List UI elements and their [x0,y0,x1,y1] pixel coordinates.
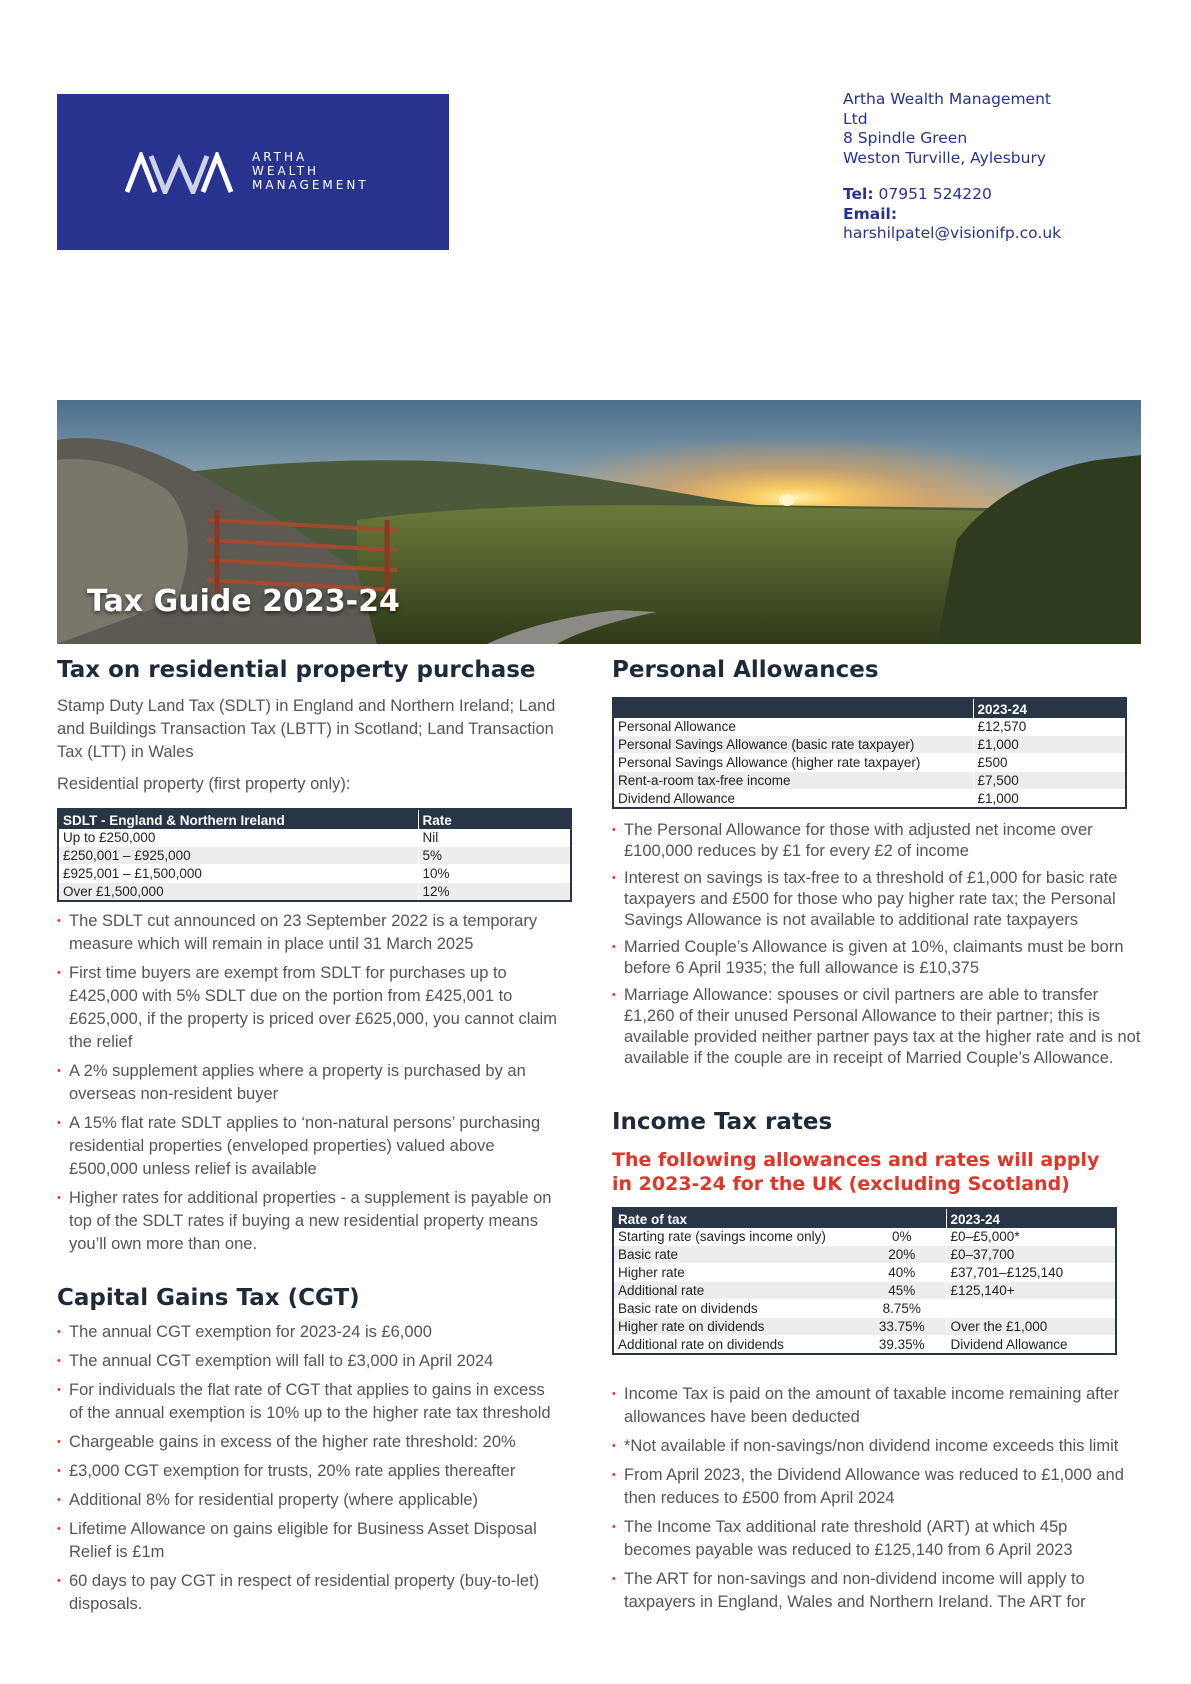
personal-allowances-heading: Personal Allowances [612,657,879,683]
table-cell: Starting rate (savings income only) [613,1228,858,1246]
table-cell: Personal Allowance [613,718,973,736]
logo-line-wealth: WEALTH [252,164,320,178]
table-cell: 45% [858,1282,946,1300]
table-cell: £0–£5,000* [946,1228,1116,1246]
table-cell: Over the £1,000 [946,1318,1116,1336]
list-item: • The annual CGT exemption will fall to £3,000 in April 2024 [57,1350,557,1373]
table-cell: 5% [418,847,571,865]
tel-label: Tel: [843,185,874,203]
table-row [58,829,571,847]
list-item: • The Income Tax additional rate threshold (ART) at which 45p becomes payable was reduced to £125,140 from 6 April 2023 [612,1516,1132,1562]
column-header: Rate of tax [613,1208,858,1228]
table-row [613,1246,1116,1264]
company-logo [57,94,449,250]
table-cell: Personal Savings Allowance (higher rate taxpayer) [613,754,973,772]
table-cell: £250,001 – £925,000 [58,847,418,865]
list-item: • Marriage Allowance: spouses or civil partners are able to transfer £1,260 of their unused Personal Allowance to their partner; this is available provided neither partner pays tax at the higher rate and is not available if the couple are in receipt of Married Couple’s Allowance. [612,985,1142,1069]
column-header: 2023-24 [973,698,1126,718]
table-cell: Over £1,500,000 [58,883,418,902]
table-cell: £0–37,700 [946,1246,1116,1264]
table-cell: 40% [858,1264,946,1282]
company-name-line2: Ltd [843,109,868,128]
list-item: • Income Tax is paid on the amount of taxable income remaining after allowances have been deducted [612,1383,1132,1429]
sdlt-bullet-list [57,910,567,1262]
list-item: • First time buyers are exempt from SDLT for purchases up to £425,000 with 5% SDLT due on the portion from £425,001 to £625,000, if the property is priced over £625,000, you cannot claim the relief [57,962,567,1054]
table-row [613,718,1126,736]
table-cell: 12% [418,883,571,902]
contact-block [843,90,1143,244]
table-row [58,865,571,883]
income-tax-rates-table [612,1207,1117,1355]
list-item: • *Not available if non-savings/non dividend income exceeds this limit [612,1435,1132,1458]
table-row [613,790,1126,809]
personal-allowances-table [612,697,1127,809]
table-cell: £12,570 [973,718,1126,736]
table-cell: £1,000 [973,736,1126,754]
table-header-row [613,698,1126,718]
hero-banner [57,400,1141,644]
income-tax-subheading: The following allowances and rates will apply in 2023-24 for the UK (excluding Scotland) [612,1149,1100,1195]
table-cell: Additional rate [613,1282,858,1300]
telephone-line [843,185,1143,205]
column-header: 2023-24 [946,1208,1116,1228]
sdlt-intro: Stamp Duty Land Tax (SDLT) in England and Northern Ireland; Land and Buildings Transaction Tax (LBTT) in Scotland; Land Transaction Tax (LTT) in Wales [57,697,556,761]
table-cell: Dividend Allowance [946,1336,1116,1355]
table-row [58,883,571,902]
table-row [613,754,1126,772]
column-header: Rate [418,809,571,829]
list-item: • From April 2023, the Dividend Allowance was reduced to £1,000 and then reduces to £500 from April 2024 [612,1464,1132,1510]
table-cell: Basic rate on dividends [613,1300,858,1318]
logo-line-management: MANAGEMENT [252,178,369,192]
column-header: SDLT - England & Northern Ireland [58,809,418,829]
table-cell: £1,000 [973,790,1126,809]
sdlt-heading: Tax on residential property purchase [57,657,536,683]
table-cell: 8.75% [858,1300,946,1318]
list-item: • A 15% flat rate SDLT applies to ‘non-natural persons’ purchasing residential properties (enveloped properties) valued above £500,000 unless relief is available [57,1112,567,1181]
table-cell: Higher rate [613,1264,858,1282]
sdlt-rates-table [57,808,572,902]
table-cell: 39.35% [858,1336,946,1355]
list-item: • Lifetime Allowance on gains eligible for Business Asset Disposal Relief is £1m [57,1518,557,1564]
list-item: • A 2% supplement applies where a property is purchased by an overseas non-resident buyer [57,1060,567,1106]
list-item: • 60 days to pay CGT in respect of residential property (buy-to-let) disposals. [57,1570,557,1616]
table-cell: Up to £250,000 [58,829,418,847]
table-cell: £925,001 – £1,500,000 [58,865,418,883]
list-item: • For individuals the flat rate of CGT that applies to gains in excess of the annual exemption is 10% up to the higher rate tax threshold [57,1379,557,1425]
table-cell: Rent-a-room tax-free income [613,772,973,790]
table-row [613,1228,1116,1246]
table-row [613,1300,1116,1318]
table-cell: £125,140+ [946,1282,1116,1300]
table-cell: Additional rate on dividends [613,1336,858,1355]
table-row [613,736,1126,754]
table-header-row [613,1208,1116,1228]
table-cell: Basic rate [613,1246,858,1264]
table-cell: Higher rate on dividends [613,1318,858,1336]
table-row [613,772,1126,790]
list-item: • The SDLT cut announced on 23 September 2022 is a temporary measure which will remain in place until 31 March 2025 [57,910,567,956]
address-line1: 8 Spindle Green [843,129,968,147]
table-row [58,847,571,865]
list-item: • £3,000 CGT exemption for trusts, 20% rate applies thereafter [57,1460,557,1483]
table-cell: 10% [418,865,571,883]
cgt-bullet-list [57,1321,557,1622]
column-header [858,1208,946,1228]
cgt-heading: Capital Gains Tax (CGT) [57,1285,360,1311]
tel-number[interactable]: 07951 524220 [878,185,992,203]
list-item: • Higher rates for additional properties - a supplement is payable on top of the SDLT rates if buying a new residential property means you’ll own more than one. [57,1187,567,1256]
list-item: • The annual CGT exemption for 2023-24 is £6,000 [57,1321,557,1344]
table-cell: 20% [858,1246,946,1264]
list-item: • Additional 8% for residential property (where applicable) [57,1489,557,1512]
table-cell: Personal Savings Allowance (basic rate taxpayer) [613,736,973,754]
awm-monogram-icon [125,152,237,194]
income-tax-heading: Income Tax rates [612,1109,833,1135]
income-tax-bullet-list [612,1383,1132,1620]
email-address[interactable]: harshilpatel@visionifp.co.uk [843,224,1062,242]
table-cell: Nil [418,829,571,847]
table-row [613,1336,1116,1355]
sdlt-intro-residential: Residential property (first property only): [57,775,351,793]
column-header [613,698,973,718]
table-cell: £7,500 [973,772,1126,790]
table-row [613,1318,1116,1336]
table-cell [946,1300,1116,1318]
logo-line-artha: ARTHA [252,150,308,164]
page-title: Tax Guide 2023-24 [87,584,400,619]
list-item: • The ART for non-savings and non-dividend income will apply to taxpayers in England, Wales and Northern Ireland. The ART for [612,1568,1132,1614]
table-cell: 33.75% [858,1318,946,1336]
address-line2: Weston Turville, Aylesbury [843,148,1046,167]
list-item: • Chargeable gains in excess of the higher rate threshold: 20% [57,1431,557,1454]
table-row [613,1264,1116,1282]
table-cell: 0% [858,1228,946,1246]
logo-wordmark [252,150,369,192]
list-item: • Married Couple’s Allowance is given at 10%, claimants must be born before 6 April 1935; the full allowance is £10,375 [612,937,1142,979]
email-label: Email: [843,204,898,223]
company-name-line1: Artha Wealth Management [843,90,1051,108]
table-cell: £37,701–£125,140 [946,1264,1116,1282]
table-row [613,1282,1116,1300]
table-cell: £500 [973,754,1126,772]
personal-allowances-bullet-list [612,820,1142,1075]
list-item: • The Personal Allowance for those with adjusted net income over £100,000 reduces by £1 for every £2 of income [612,820,1142,862]
table-cell: Dividend Allowance [613,790,973,809]
table-header-row [58,809,571,829]
list-item: • Interest on savings is tax-free to a threshold of £1,000 for basic rate taxpayers and £500 for those who pay higher rate tax; the Personal Savings Allowance is not available to additional rate taxpayers [612,868,1142,931]
